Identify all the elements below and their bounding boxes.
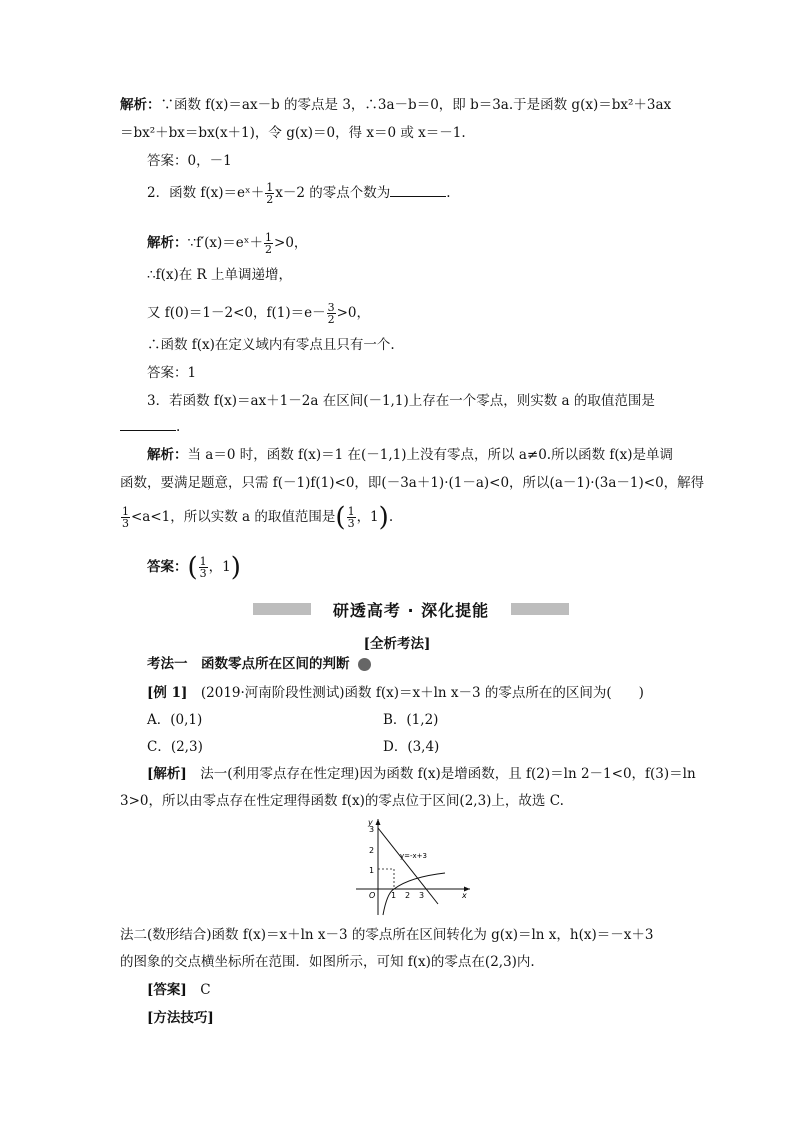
- question-2-stem-a: 2．函数 f(x)＝eˣ＋: [147, 185, 265, 201]
- y-tick-1: 1: [369, 866, 375, 875]
- fraction-half: [265, 182, 274, 205]
- x-tick-3: 3: [419, 891, 425, 900]
- left-paren: (: [187, 552, 198, 583]
- frac-den: 3: [122, 517, 129, 530]
- example-stem: (2019·河南阶段性测试)函数 f(x)＝x＋ln x－3 的零点所在的区间为( ): [200, 685, 644, 701]
- answer-label: [答案]: [147, 982, 187, 998]
- left-paren: (: [335, 502, 346, 533]
- solution-text: ∵f′(x)＝eˣ＋: [187, 235, 264, 251]
- solution-text: 又 f(0)＝1－2<0，f(1)＝e－: [147, 305, 326, 321]
- solution-2-line-4: ∴函数 f(x)在定义域内有零点且只有一个.: [147, 337, 395, 353]
- solution-text: >0，: [336, 305, 371, 321]
- solution-2-line-3: [147, 302, 370, 325]
- method-heading: [147, 655, 371, 673]
- option-a: A．(0,1): [147, 712, 203, 728]
- answer-3: [147, 552, 241, 583]
- x-tick-2: 2: [405, 891, 411, 900]
- solution-text: ∵函数 f(x)＝ax－b 的零点是 3，∴3a－b＝0，即 b＝3a.于是函数 g(x)＝bx²＋3ax: [160, 97, 672, 113]
- example-1-stem: [147, 684, 644, 702]
- fraction-third: [347, 506, 356, 529]
- x-tick-1: 1: [391, 891, 397, 900]
- question-3-line-1: 3．若函数 f(x)＝ax＋1－2a 在区间(－1,1)上存在一个零点，则实数 a 的取值范围是: [147, 393, 655, 409]
- solution-text: <a<1，所以实数 a 的取值范围是: [131, 509, 336, 525]
- frac-den: 3: [347, 517, 355, 530]
- question-3-line-2: [120, 418, 180, 436]
- right-paren: ): [230, 552, 241, 583]
- answer-blank: [120, 418, 176, 431]
- question-2-stem-b: x－2 的零点个数为: [275, 185, 391, 201]
- solution-1-line-1: [120, 96, 671, 114]
- y-tick-2: 2: [369, 846, 375, 855]
- frac-num: 1: [265, 231, 273, 244]
- frac-den: 2: [266, 193, 274, 206]
- solution-3-line-3: $\frac{1}{3}$ <a<1，所以实数 a 的取值范围是( $\frac{1}{3}$ ，1).: [122, 502, 394, 533]
- solution-1-line-2: ＝bx²＋bx＝bx(x＋1)，令 g(x)＝0，得 x＝0 或 x＝－1.: [120, 125, 466, 141]
- solution-2-line-2: ∴f(x)在 R 上单调递增，: [147, 267, 292, 283]
- solution-2-line-1: [147, 232, 307, 255]
- bullet-dot-icon: [358, 658, 371, 671]
- solution-text: >0，: [274, 235, 308, 251]
- fraction-three-halves: [327, 302, 336, 325]
- stem-end: .: [446, 185, 451, 201]
- answer-value: C: [200, 982, 211, 998]
- answer-label: 答案：: [147, 559, 188, 575]
- method-tips: [方法技巧]: [147, 1010, 214, 1026]
- y-axis-arrow-icon: [376, 819, 381, 825]
- solution-text: 当 a＝0 时，函数 f(x)＝1 在(－1,1)上没有零点，所以 a≠0.所以函数 f(x)是单调: [187, 447, 674, 463]
- answer-1: 答案：0，－1: [147, 153, 232, 169]
- frac-num: 1: [266, 181, 274, 194]
- answer-text: ，1: [208, 559, 231, 575]
- stem-end: .: [176, 419, 181, 435]
- banner-bar-right: [511, 603, 569, 615]
- example-label: [例 1]: [147, 685, 188, 701]
- option-d: D．(3,4): [383, 739, 440, 755]
- solution-text: ，1: [356, 509, 379, 525]
- solution-label: 解析：: [147, 235, 188, 251]
- example-answer: [147, 981, 211, 999]
- function-graph: [348, 815, 474, 917]
- analysis-text: 法一(利用零点存在性定理)因为函数 f(x)是增函数，且 f(2)＝ln 2－1<0，f(3)＝ln: [200, 766, 696, 782]
- option-c: C．(2,3): [147, 739, 203, 755]
- fraction-third: [199, 556, 208, 579]
- fraction-third: [121, 506, 130, 529]
- y-axis-label: y: [368, 818, 373, 827]
- analysis-line-1: [147, 765, 696, 783]
- solution-label: 解析：: [147, 447, 188, 463]
- section-banner: [253, 598, 569, 620]
- fraction-half: [264, 232, 273, 255]
- banner-bar-left: [253, 603, 311, 615]
- section-title: [全析考法]: [363, 636, 431, 652]
- y-tick-3: 3: [369, 825, 375, 834]
- right-paren: ): [378, 502, 389, 533]
- analysis-label: [解析]: [147, 766, 187, 782]
- method-title: 考法一 函数零点所在区间的判断: [147, 656, 350, 672]
- x-axis-label: x: [462, 891, 467, 900]
- frac-den: 2: [327, 313, 335, 326]
- frac-den: 2: [265, 243, 273, 256]
- frac-den: 3: [199, 567, 207, 580]
- line-label: y=-x+3: [400, 852, 427, 860]
- solution-3-line-1: [147, 446, 673, 464]
- solution-3-line-2: 函数，要满足题意，只需 f(－1)f(1)<0，即(－3a＋1)·(1－a)<0，所以(a－1)·(3a－1)<0，解得: [120, 475, 705, 491]
- answer-blank: [390, 184, 446, 197]
- frac-num: 1: [347, 505, 355, 518]
- banner-title: 研透高考 · 深化提能: [332, 601, 490, 620]
- frac-num: 1: [122, 505, 129, 518]
- method2-line-2: 的图象的交点横坐标所在范围．如图所示，可知 f(x)的零点在(2,3)内.: [120, 954, 535, 970]
- option-b: B．(1,2): [383, 712, 439, 728]
- method2-line-1: 法二(数形结合)函数 f(x)＝x＋ln x－3 的零点所在区间转化为 g(x)＝ln x，h(x)＝－x＋3: [120, 927, 654, 943]
- solution-label: 解析：: [120, 97, 161, 113]
- origin-label: O: [369, 891, 376, 900]
- analysis-line-2: 3>0，所以由零点存在性定理得函数 f(x)的零点位于区间(2,3)上，故选 C.: [120, 793, 564, 809]
- question-2: [147, 182, 451, 205]
- frac-num: 3: [327, 301, 335, 314]
- answer-2: 答案：1: [147, 365, 197, 381]
- frac-num: 1: [199, 555, 207, 568]
